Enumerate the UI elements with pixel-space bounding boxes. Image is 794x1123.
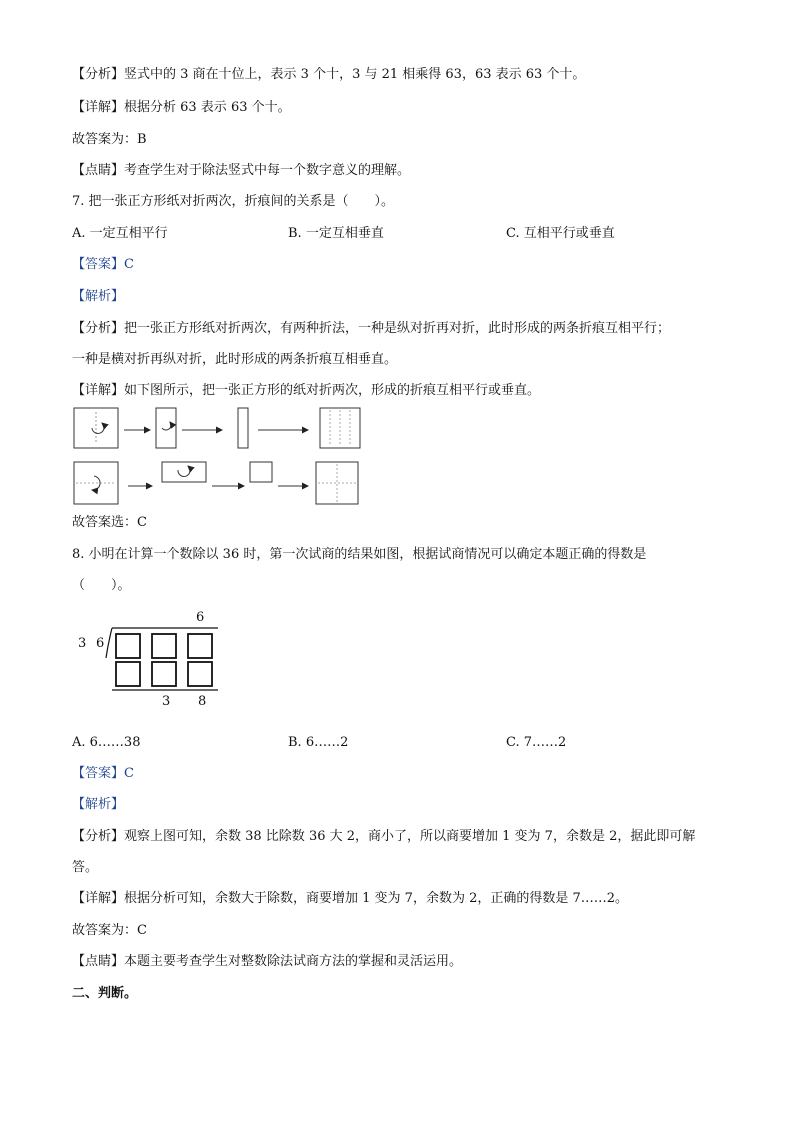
blank-box: [116, 662, 140, 686]
blank-box: [116, 634, 140, 658]
q8-answer-line: 故答案为：C: [72, 923, 147, 938]
fold-row-vertical: [74, 408, 360, 448]
q8-stem-1: 8. 小明在计算一个数除以 36 时，第一次试商的结果如图，根据试商情况可以确定本题正确的得数是: [72, 547, 647, 562]
q6-comment: 【点睛】考查学生对于除法竖式中每一个数字意义的理解。: [72, 163, 411, 178]
blank-box: [152, 634, 176, 658]
fold-arrow-icon: [162, 422, 171, 430]
blank-box: [152, 662, 176, 686]
remainder-digit-1: 3: [162, 694, 171, 709]
q7-option-a: A. 一定互相平行: [72, 226, 168, 241]
divisor-digit-1: 3: [78, 636, 87, 651]
division-bracket: [106, 628, 218, 658]
folding-diagram: [72, 406, 372, 510]
q6-detail: 【详解】根据分析 63 表示 63 个十。: [72, 100, 291, 115]
q7-stem: 7. 把一张正方形纸对折两次，折痕间的关系是（ ）。: [72, 194, 395, 209]
q6-analysis: 【分析】竖式中的 3 商在十位上，表示 3 个十，3 与 21 相乘得 63，63 表示 63 个十。: [72, 67, 586, 82]
half-paper: [156, 408, 176, 448]
blank-box: [188, 634, 212, 658]
fold-row-mixed: [74, 462, 358, 504]
q8-option-a: A. 6……38: [72, 735, 141, 750]
q8-analysis-1: 【分析】观察上图可知，余数 38 比除数 36 大 2，商小了，所以商要增加 1 变为 7，余数是 2，据此即可解: [72, 829, 696, 844]
q8-comment: 【点睛】本题主要考查学生对整数除法试商方法的掌握和灵活运用。: [72, 954, 463, 969]
remainder-digit-2: 8: [198, 694, 207, 709]
blank-box: [188, 662, 212, 686]
long-division-figure: [72, 608, 232, 712]
q8-jiexi-label: 【解析】: [72, 797, 125, 812]
quarter-paper: [238, 408, 248, 448]
q7-option-b: B. 一定互相垂直: [288, 226, 384, 241]
half-paper: [162, 462, 206, 482]
quotient-digit: 6: [196, 610, 205, 625]
q7-analysis-1: 【分析】把一张正方形纸对折两次，有两种折法，一种是纵对折再对折，此时形成的两条折痕互相平行；: [72, 321, 671, 336]
q7-answer-line: 故答案选：C: [72, 515, 147, 530]
q8-answer: 【答案】C: [72, 766, 134, 781]
q7-analysis-2: 一种是横对折再纵对折，此时形成的两条折痕互相垂直。: [72, 352, 398, 367]
q8-detail: 【详解】根据分析可知，余数大于除数，商要增加 1 变为 7，余数为 2，正确的得数是 7……2。: [72, 891, 629, 906]
q7-detail: 【详解】如下图所示，把一张正方形的纸对折两次，形成的折痕互相平行或垂直。: [72, 383, 541, 398]
q6-answer: 故答案为：B: [72, 132, 147, 147]
fold-arrow-icon: [178, 466, 190, 476]
q8-option-c: C. 7……2: [506, 735, 567, 750]
q8-analysis-2: 答。: [72, 860, 99, 875]
q8-option-b: B. 6……2: [288, 735, 349, 750]
fold-arrow-icon: [92, 423, 104, 433]
quarter-paper: [250, 462, 272, 482]
q8-stem-2: （ ）。: [72, 578, 131, 593]
divisor-digit-2: 6: [96, 636, 105, 651]
q7-option-c: C. 互相平行或垂直: [506, 226, 615, 241]
q7-answer: 【答案】C: [72, 257, 134, 272]
section-heading: 二、判断。: [72, 986, 138, 1001]
q7-jiexi-label: 【解析】: [72, 289, 125, 304]
